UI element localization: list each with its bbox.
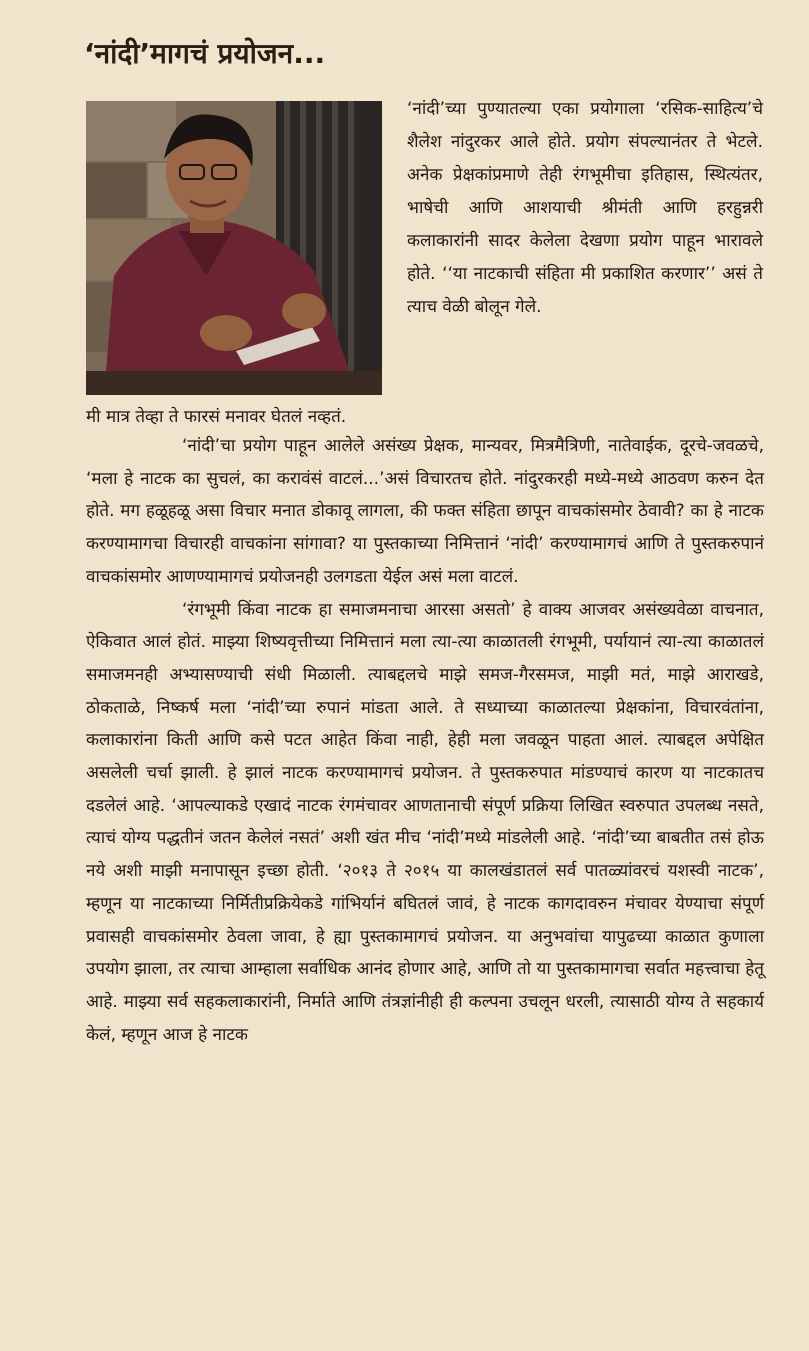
intro-paragraph: ‘नांदी’च्या पुण्यातल्या एका प्रयोगाला ‘रसिक-साहित्य’चे शैलेश नांदुरकर आले होते. प्रयोग संपल्यानंतर ते भेटले. अनेक प्रेक्षकांप्रमाणे तेही रंगभूमीचा इतिहास, स्थित्यंतर, भाषेची आणि आशयाची श्रीमंती आणि हरहुन्नरी कलाकारांनी सादर केलेला देखणा प्रयोग पाहून भारावले होते. ‘‘या नाटकाची संहिता मी प्रकाशित करणार’’ असं ते त्याच वेळी बोलून गेले. [407, 99, 763, 317]
intro-continuation: मी मात्र तेव्हा ते फारसं मनावर घेतलं नव्हतं. [86, 407, 347, 427]
body-text [86, 430, 764, 1051]
paragraph: ‘रंगभूमी किंवा नाटक हा समाजमनाचा आरसा असतो’ हे वाक्य आजवर असंख्यवेळा वाचनात, ऐकिवात आलं होतं. माझ्या शिष्यवृत्तीच्या निमित्तानं मला त्या-त्या काळातली रंगभूमी, पर्यायानं त्या-त्या काळातलं समाजमनही अभ्यासण्याची संधी मिळाली. त्याबद्दलचे माझे समज-गैरसमज, माझी मतं, माझे आराखडे, ठोकताळे, निष्कर्ष मला ‘नांदी’च्या रुपानं मांडता आले. ते सध्याच्या काळातल्या प्रेक्षकांना, विचारवंतांना, कलाकारांना किती आणि कसे पटत आहेत किंवा नाही, हेही मला जवळून पाहता आलं. त्याबद्दल अपेक्षित असलेली चर्चा झाली. हे झालं नाटक करण्यामागचं प्रयोजन. ते पुस्तकरुपात मांडण्याचं कारण या नाटकातच दडलेलं आहे. ‘आपल्याकडे एखादं नाटक रंगमंचावर आणतानाची संपूर्ण प्रक्रिया लिखित स्वरुपात उपलब्ध नसते, त्याचं योग्य पद्धतीनं जतन केलेलं नसतं’ अशी खंत मीच ‘नांदी’मध्ये मांडलेली आहे. ‘नांदी’च्या बाबतीत तसं होऊ नये अशी माझी मनापासून इच्छा होती. ‘२०१३ ते २०१५ या कालखंडातलं सर्व पातळ्यांवरचं यशस्वी नाटक’, म्हणून या नाटकाच्या निर्मितीप्रक्रियेकडे गांभिर्यानं बघितलं जावं, हे नाटक कागदावरुन मंचावर येण्याचा संपूर्ण प्रवासही वाचकांसमोर ठेवला जावा, हे ह्या पुस्तकामागचं प्रयोजन. या अनुभवांचा यापुढच्या काळात कुणाला उपयोग झाला, तर त्याचा आम्हाला सर्वाधिक आनंद होणार आहे, आणि तो या पुस्तकामागचा सर्वात महत्त्वाचा हेतू आहे. माझ्या सर्व सहकलाकारांनी, निर्माते आणि तंत्रज्ञांनीही ही कल्पना उचलून धरली, त्यासाठी योग्य ते सहकार्य केलं, म्हणून आज हे नाटक [86, 599, 764, 1045]
paragraph: ‘नांदी’चा प्रयोग पाहून आलेले असंख्य प्रेक्षक, मान्यवर, मित्रमैत्रिणी, नातेवाईक, दूरचे-जवळचे, ‘मला हे नाटक का सुचलं, का करावंसं वाटलं...’असं विचारतच होते. नांदुरकरही मध्ये-मध्ये आठवण करुन देत होते. मग हळूहळू असा विचार मनात डोकावू लागला, की फक्त संहिता छापून वाचकांसमोर ठेवावी? का हे नाटक करण्यामागचा विचारही वाचकांना सांगावा? या पुस्तकाच्या निमित्तानं ‘नांदी’ करण्यामागचं आणि ते पुस्तकरुपानं वाचकांसमोर आणण्यामागचं प्रयोजनही उलगडता येईल असं मला वाटलं. [86, 436, 764, 587]
portrait-image [86, 101, 382, 395]
page-title: ‘नांदी’मागचं प्रयोजन... [84, 37, 326, 70]
author-photo [86, 101, 382, 395]
